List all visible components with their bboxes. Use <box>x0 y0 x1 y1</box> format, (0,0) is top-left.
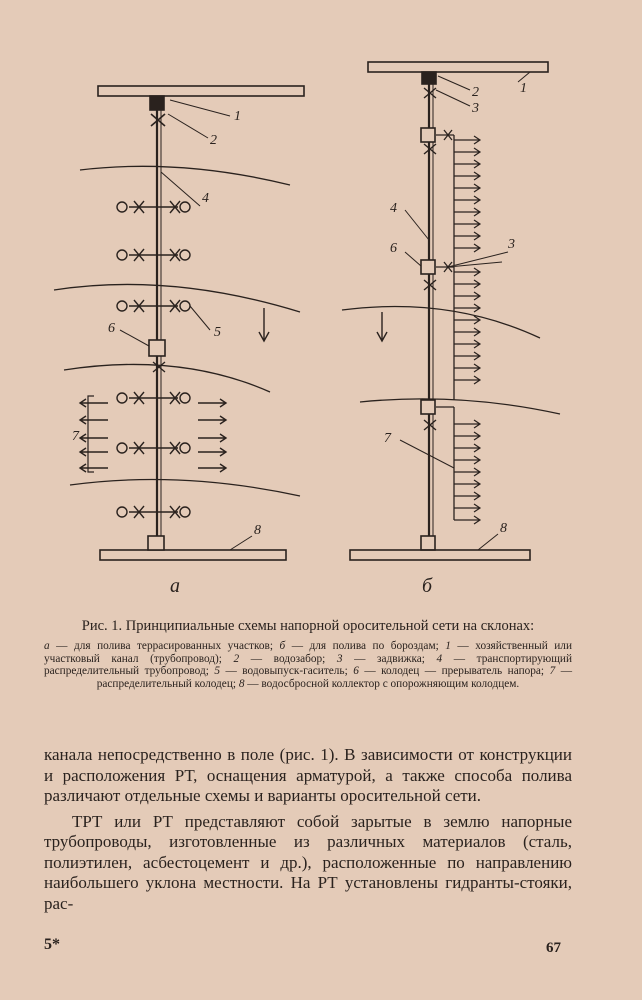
callout-a-1: 1 <box>234 109 241 124</box>
legend-text: — водозабор; <box>239 652 337 665</box>
panel-b-diagram <box>342 62 560 560</box>
callout-b-7: 7 <box>384 431 391 446</box>
paragraph-continuation: канала непосредственно в поле (рис. 1). В зависимости от конструкции и расположения РТ, оснащения арматурой, а также способа полива различают отдельные схемы и варианты оросительной сети. <box>44 745 572 805</box>
legend-text: — водовыпуск-гаситель; <box>220 665 354 678</box>
legend-key: а <box>44 640 50 652</box>
callout-b-2: 2 <box>472 85 479 100</box>
callout-b-3-top: 3 <box>472 101 479 116</box>
legend-text: — водосбросной коллектор с опорожняющим колодцем. <box>244 677 520 690</box>
legend-key: 2 <box>233 652 240 665</box>
paragraph: ТРТ или РТ представляют собой зарытые в землю напорные трубопроводы, изготовленные из различных материалов (сталь, полиэтилен, асбестоцемент и др.), расположенные по направлению наибольшего уклона местности. На РТ установлены гидранты-стояки, рас- <box>44 811 572 913</box>
callout-a-5: 5 <box>214 325 221 340</box>
furrow-arrows-bottom <box>454 420 480 524</box>
panel-a-diagram <box>54 86 304 560</box>
figure-caption <box>44 618 572 690</box>
caption-legend <box>44 640 572 690</box>
body-text <box>44 745 572 914</box>
legend-text: — для полива террасированных участков; <box>49 640 280 652</box>
signature-mark: 5* <box>44 936 60 953</box>
callout-b-4: 4 <box>390 201 397 216</box>
legend-text: — колодец — прерыватель напора; <box>358 665 550 678</box>
legend-text: — для полива по бороздам; <box>285 640 446 652</box>
legend-text: — распределительный колодец; <box>96 665 572 690</box>
legend-text: — задвижка; <box>342 652 437 665</box>
legend-key: 8 <box>238 677 245 690</box>
legend-key: 1 <box>445 640 451 652</box>
callout-a-6: 6 <box>108 321 115 336</box>
legend-text: — хозяйственный или участковый канал (трубопровод); <box>44 640 572 665</box>
furrow-arrows-top <box>454 136 480 252</box>
furrow-arrows-middle <box>454 268 480 384</box>
panel-b-label: б <box>422 575 433 597</box>
panel-a-label: а <box>170 575 180 597</box>
legend-key: 3 <box>336 652 343 665</box>
callout-b-3-mid: 3 <box>508 237 515 252</box>
legend-text: — транспортирующий распределительный трубопровод; <box>44 652 573 678</box>
callout-a-4: 4 <box>202 191 209 206</box>
legend-key: 5 <box>214 665 221 678</box>
legend-key: 6 <box>353 665 359 678</box>
legend-key: 7 <box>549 665 556 678</box>
legend-key: б <box>279 640 286 652</box>
caption-title: Рис. 1. Принципиальные схемы напорной оросительной сети на склонах: <box>81 618 535 634</box>
callout-b-1: 1 <box>520 81 527 96</box>
callout-b-6: 6 <box>390 241 397 256</box>
callout-a-2: 2 <box>210 133 217 148</box>
irrigation-schemes-figure <box>30 40 610 610</box>
callout-a-8: 8 <box>254 523 261 538</box>
legend-key: 4 <box>436 652 443 665</box>
callout-b-8: 8 <box>500 521 507 536</box>
callout-a-7: 7 <box>72 429 79 444</box>
page-number: 67 <box>546 940 561 956</box>
